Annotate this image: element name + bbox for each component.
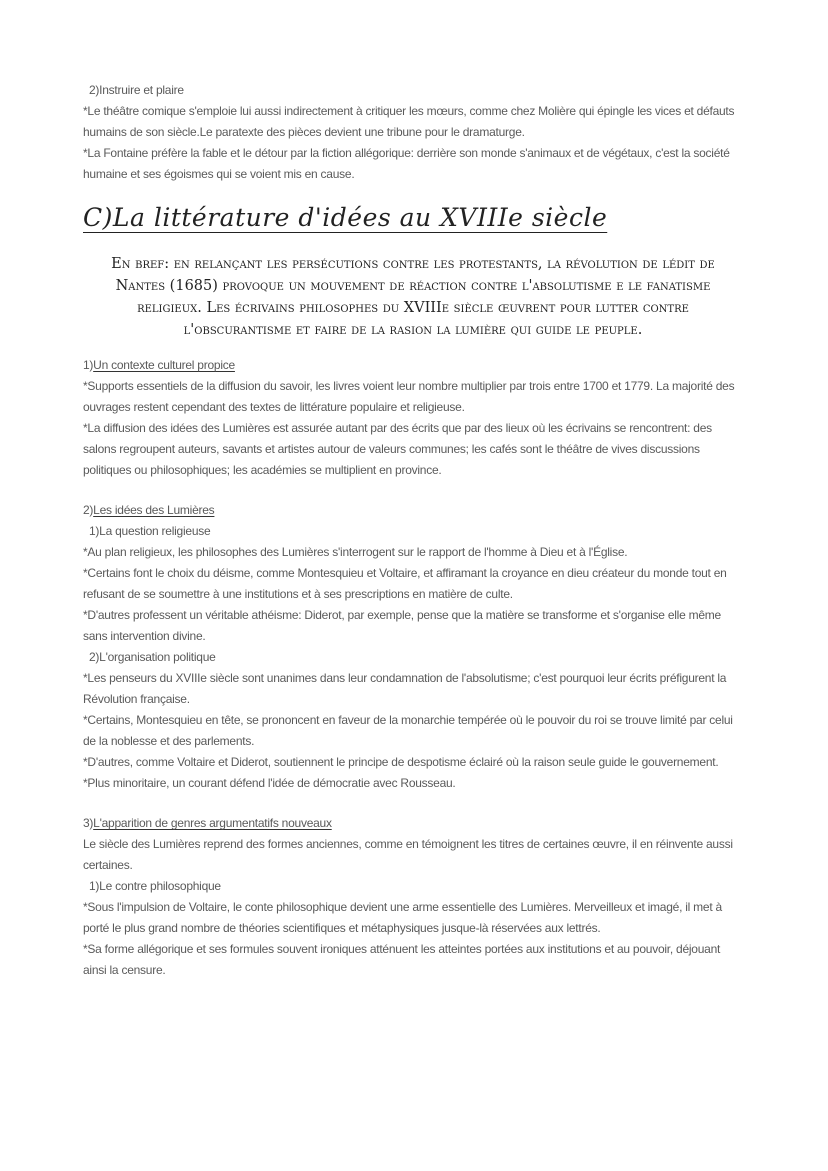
- paragraph: *D'autres, comme Voltaire et Diderot, soutiennent le principe de despotisme éclairé où la raison seule guide le gouvernement.: [83, 755, 719, 769]
- paragraph: *Le théâtre comique s'emploie lui aussi indirectement à critiquer les mœurs, comme chez Molière qui épingle les vices et défauts humains de son siècle.Le paratexte des pièces devient une tribune pour le dramaturge.: [83, 104, 735, 139]
- part-number: 1): [83, 358, 94, 372]
- document-content: [83, 80, 743, 981]
- part1-heading: [83, 355, 743, 376]
- subheading: 2)L'organisation politique: [89, 650, 216, 664]
- part-title: Les idées des Lumières: [93, 503, 215, 517]
- paragraph: *Certains font le choix du déisme, comme Montesquieu et Voltaire, et affiramant la croyance en dieu créateur du monde tout en refusant de se soumettre à une institutions et à ses prescriptions en matière de culte.: [83, 566, 727, 601]
- subheading-instruire-plaire: 2)Instruire et plaire: [89, 83, 184, 97]
- paragraph: *D'autres professent un véritable athéisme: Diderot, par exemple, pense que la matière se transforme et s'organise elle même sans intervention divine.: [83, 608, 721, 643]
- paragraph: *Les penseurs du XVIIIe siècle sont unanimes dans leur condamnation de l'absolutisme; c'est pourquoi leur écrits préfigurent la Révolution française.: [83, 671, 727, 706]
- paragraph: *Sa forme allégorique et ses formules souvent ironiques atténuent les atteintes portées aux institutions et au pouvoir, déjouant ainsi la censure.: [83, 942, 721, 977]
- paragraph: *Certains, Montesquieu en tête, se prononcent en faveur de la monarchie tempérée où le pouvoir du roi se trouve limité par celui de la noblesse et des parlements.: [83, 713, 733, 748]
- paragraph: *Au plan religieux, les philosophes des Lumières s'interrogent sur le rapport de l'homme à Dieu et à l'Église.: [83, 545, 628, 559]
- summary-box: En bref: en relançant les persécutions contre les protestants, la révolution de lédit de Nantes (1685) provoque un mouvement de réaction contre l'absolutisme e le fanatisme religieux. Les écrivains philosophes du XVIIIe siècle œuvrent pour lutter contre l'obscurantisme et faire de la rasion la lumière qui guide le peuple.: [111, 256, 715, 338]
- part-title: L'apparition de genres argumentatifs nouveaux: [93, 816, 332, 830]
- section-title: C)La littérature d'idées au XVIIIe siècle: [83, 203, 608, 232]
- subheading: 1)Le contre philosophique: [89, 879, 221, 893]
- paragraph: *La Fontaine préfère la fable et le détour par la fiction allégorique: derrière son monde s'animaux et de végétaux, c'est la société humaine et ses égoismes qui se voient mis en cause.: [83, 146, 730, 181]
- paragraph: *La diffusion des idées des Lumières est assurée autant par des écrits que par des lieux où les écrivains se rencontrent: des salons regroupent auteurs, savants et artistes autour de valeurs communes; les cafés sont le théâtre de vives discussions politiques ou philosophiques; les académies se multiplient en province.: [83, 421, 712, 477]
- paragraph: *Plus minoritaire, un courant défend l'idée de démocratie avec Rousseau.: [83, 776, 456, 790]
- part2-heading: [83, 500, 743, 521]
- paragraph: *Supports essentiels de la diffusion du savoir, les livres voient leur nombre multiplier par trois entre 1700 et 1779. La majorité des ouvrages restent cependant des textes de littérature populaire et religieuse.: [83, 379, 735, 414]
- subheading: 1)La question religieuse: [89, 524, 211, 538]
- part-number: 3): [83, 816, 94, 830]
- paragraph: *Sous l'impulsion de Voltaire, le conte philosophique devient une arme essentielle des Lumières. Merveilleux et imagé, il met à porté le plus grand nombre de théories scientifiques et métaphysiques jusque-là réservées aux lettrés.: [83, 900, 722, 935]
- part3-heading: [83, 813, 743, 834]
- spacer: [83, 481, 743, 500]
- spacer: [83, 794, 743, 813]
- part-title: Un contexte culturel propice: [93, 358, 235, 372]
- paragraph: Le siècle des Lumières reprend des formes anciennes, comme en témoignent les titres de certaines œuvre, il en réinvente aussi certaines.: [83, 837, 733, 872]
- part-number: 2): [83, 503, 94, 517]
